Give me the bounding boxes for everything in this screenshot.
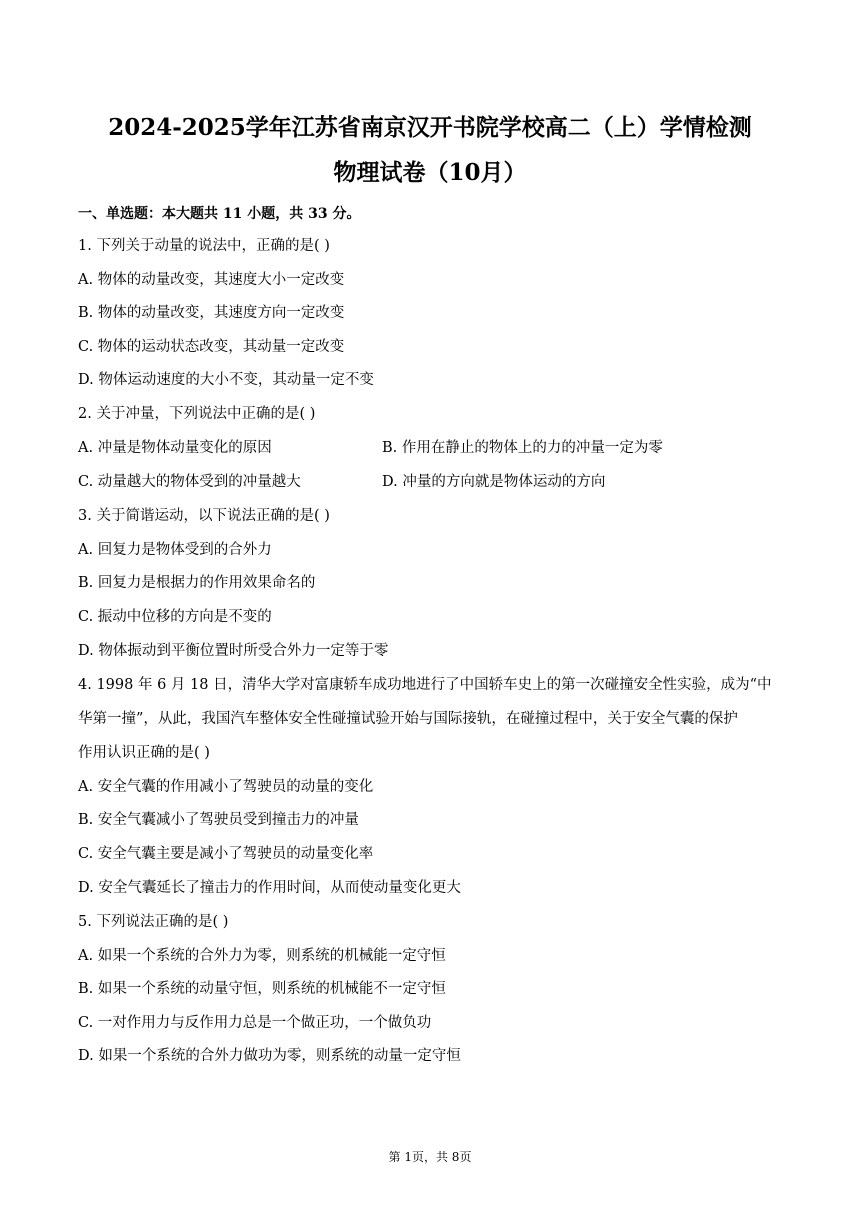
question-4-stem-line2: 华第一撞”，从此，我国汽车整体安全性碰撞试验开始与国际接轨，在碰撞过程中，关于安全气囊的保护 [78, 711, 738, 727]
section-heading: 一、单选题：本大题共 11 小题，共 33 分。 [78, 206, 361, 222]
question-4-option-d: D. 安全气囊延长了撞击力的作用时间，从而使动量变化更大 [78, 880, 461, 896]
question-4-option-b: B. 安全气囊减小了驾驶员受到撞击力的冲量 [78, 812, 359, 828]
question-3-option-b: B. 回复力是根据力的作用效果命名的 [78, 575, 316, 591]
question-2-option-b: B. 作用在静止的物体上的力的冲量一定为零 [382, 440, 663, 456]
question-3-option-a: A. 回复力是物体受到的合外力 [78, 542, 272, 558]
question-5-option-d: D. 如果一个系统的合外力做功为零，则系统的动量一定守恒 [78, 1048, 461, 1064]
question-5-option-a: A. 如果一个系统的合外力为零，则系统的机械能一定守恒 [78, 948, 446, 964]
question-2-option-a: A. 冲量是物体动量变化的原因 [78, 440, 272, 456]
question-1-option-a: A. 物体的动量改变，其速度大小一定改变 [78, 272, 345, 288]
question-3-stem: 3. 关于简谐运动，以下说法正确的是( ) [78, 508, 330, 524]
question-4-option-a: A. 安全气囊的作用减小了驾驶员的动量的变化 [78, 779, 374, 795]
question-4-option-c: C. 安全气囊主要是减小了驾驶员的动量变化率 [78, 846, 374, 862]
question-2-stem: 2. 关于冲量，下列说法中正确的是( ) [78, 406, 316, 422]
page-footer: 第 1页，共 8页 [388, 1150, 472, 1164]
question-5-stem: 5. 下列说法正确的是( ) [78, 914, 229, 930]
question-1-option-b: B. 物体的动量改变，其速度方向一定改变 [78, 305, 345, 321]
question-3-option-c: C. 振动中位移的方向是不变的 [78, 609, 272, 625]
question-4-stem-line3: 作用认识正确的是( ) [78, 745, 210, 761]
question-1-option-c: C. 物体的运动状态改变，其动量一定改变 [78, 339, 345, 355]
question-5-option-b: B. 如果一个系统的动量守恒，则系统的机械能不一定守恒 [78, 981, 446, 997]
question-2-option-c: C. 动量越大的物体受到的冲量越大 [78, 474, 301, 490]
question-2-option-d: D. 冲量的方向就是物体运动的方向 [382, 474, 606, 490]
question-1-option-d: D. 物体运动速度的大小不变，其动量一定不变 [78, 372, 374, 388]
question-3-option-d: D. 物体振动到平衡位置时所受合外力一定等于零 [78, 643, 389, 659]
question-5-option-c: C. 一对作用力与反作用力总是一个做正功，一个做负功 [78, 1015, 432, 1031]
question-1-stem: 1. 下列关于动量的说法中，正确的是( ) [78, 238, 330, 254]
exam-title-line1: 2024-2025学年江苏省南京汉开书院学校高二（上）学情检测 [108, 114, 752, 141]
exam-title-line2: 物理试卷（10月） [333, 159, 527, 186]
question-4-stem-line1: 4. 1998 年 6 月 18 日，清华大学对富康轿车成功地进行了中国轿车史上的第一次碰撞安全性实验，成为“中 [78, 677, 772, 693]
